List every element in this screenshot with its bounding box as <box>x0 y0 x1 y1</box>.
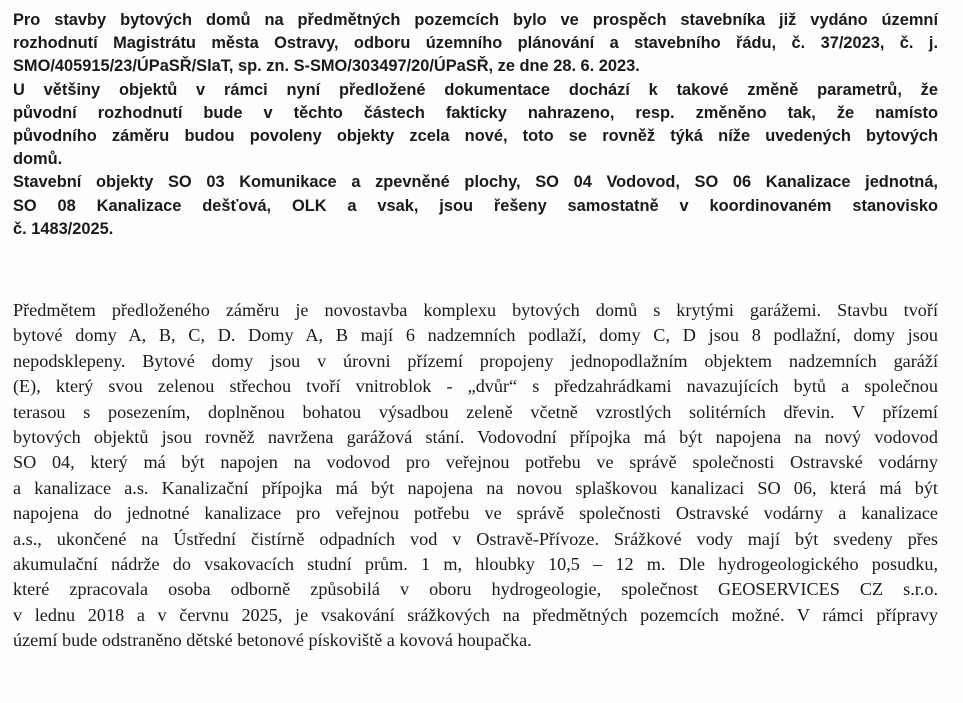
text-line: U většiny objektů v rámci nyní předložené dokumentace dochází k takové změně parametrů, že <box>13 80 938 99</box>
text-line: v lednu 2018 a v červnu 2025, je vsakování srážkových na předmětných pozemcích možné. V rámci přípravy <box>13 604 938 625</box>
text-line: a.s., ukončené na Ústřední čistírně odpadních vod v Ostravě-Přívoze. Srážkové vody mají být svedeny přes <box>13 528 938 549</box>
text-line: a kanalizace a.s. Kanalizační přípojka má být napojena na novou splaškovou kanalizaci SO 06, která má být <box>13 477 938 498</box>
text-line: SO 08 Kanalizace dešťová, OLK a vsak, jsou řešeny samostatně v koordinovaném stanovisko <box>13 196 938 215</box>
project-description-section <box>13 298 938 654</box>
text-line: Stavební objekty SO 03 Komunikace a zpevněné plochy, SO 04 Vodovod, SO 06 Kanalizace jednotná, <box>13 173 938 192</box>
text-line: č. 1483/2025. <box>13 219 114 238</box>
text-line: nepodsklepeny. Bytové domy jsou v úrovni přízemí propojeny jednopodlažním objektem nadzemních garáží <box>13 350 938 371</box>
text-line: terasou s posezením, doplněnou bohatou výsadbou zeleně včetně vzrostlých solitérních dřevin. V přízemí <box>13 401 938 422</box>
text-line: SMO/405915/23/ÚPaSŘ/SlaT, sp. zn. S-SMO/303497/20/ÚPaSŘ, ze dne 28. 6. 2023. <box>13 57 640 76</box>
permit-notice-section <box>13 9 938 241</box>
text-line: akumulační nádrže do vsakovacích studní prům. 1 m, hloubky 10,5 – 12 m. Dle hydrogeologického posudku, <box>13 554 938 575</box>
text-line: SO 04, který má být napojen na vodovod pro veřejnou potřebu ve správě společnosti Ostravské vodárny <box>13 452 938 473</box>
text-line: (E), který svou zelenou střechou tvoří vnitroblok - „dvůr“ s předzahrádkami navazujících bytů a společnou <box>13 376 938 397</box>
text-line: území bude odstraněno dětské betonové pískoviště a kovová houpačka. <box>13 630 532 651</box>
text-line: Pro stavby bytových domů na předmětných pozemcích bylo ve prospěch stavebníka již vydáno územní <box>13 11 938 29</box>
text-line: domů. <box>13 150 63 169</box>
text-line: původní rozhodnutí bude v těchto částech fakticky nahrazeno, resp. změněno tak, že namísto <box>13 103 938 122</box>
text-line: které zpracovala osoba odborně způsobilá v oboru hydrogeologie, společnost GEOSERVICES CZ s.r.o. <box>13 579 938 600</box>
text-line: původního záměru budou povoleny objekty zcela nové, toto se rovněž týká níže uvedených bytových <box>13 127 938 146</box>
text-line: bytové domy A, B, C, D. Domy A, B mají 6 nadzemních podlaží, domy C, D jsou 8 podlažní, domy jsou <box>13 325 938 346</box>
text-line: napojena do jednotné kanalizace pro veřejnou potřebu ve správě společnosti Ostravské vodárny a kanalizace <box>13 503 938 524</box>
text-line: Předmětem předloženého záměru je novostavba komplexu bytových domů s krytými garážemi. Stavbu tvoří <box>13 300 938 320</box>
text-line: bytových objektů jsou rovněž navržena garážová stání. Vodovodní přípojka má být napojena na nový vodovod <box>13 427 938 448</box>
text-line: rozhodnutí Magistrátu města Ostravy, odboru územního plánování a stavebního řádu, č. 37/2023, č. j. <box>13 34 938 53</box>
